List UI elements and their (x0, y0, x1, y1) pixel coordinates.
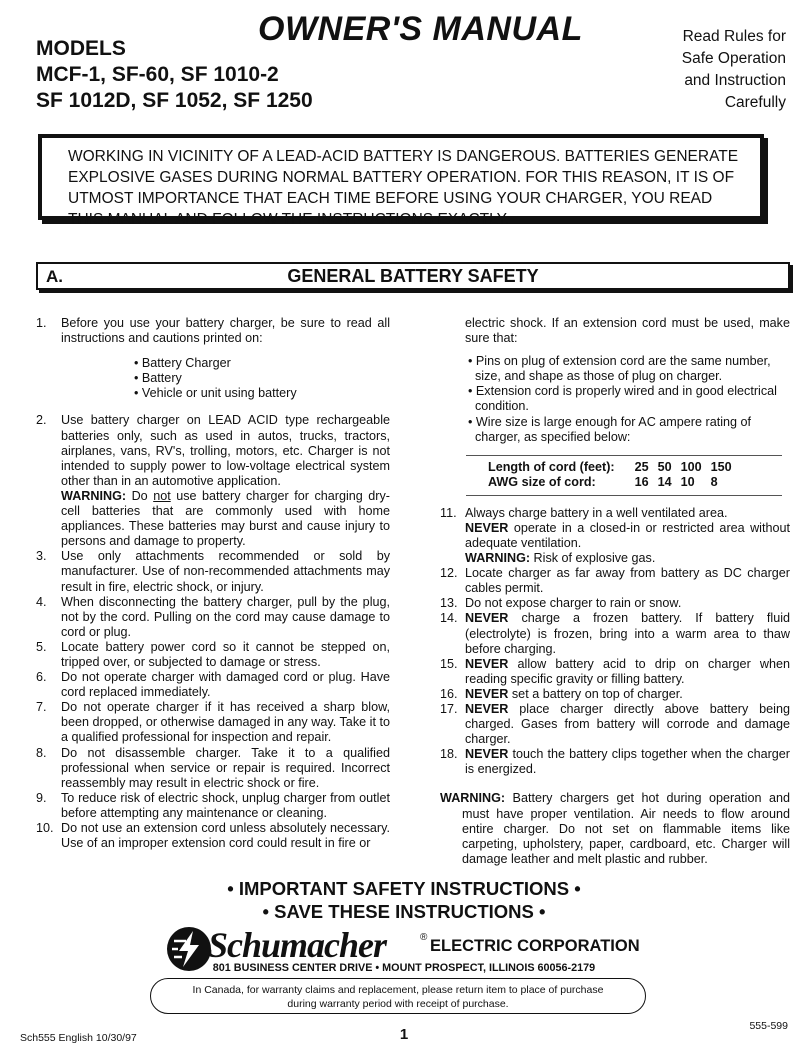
left-item-list (36, 549, 390, 851)
list-item: 14. NEVER charge a frozen battery. If battery fluid (electrolyte) is frozen, bring into a warm area to thaw before charging. (440, 611, 790, 656)
registered-mark: ® (420, 932, 428, 943)
list-item: 6. Do not operate charger with damaged cord or plug. Have cord replaced immediately. (36, 670, 390, 700)
bullet-item: • Extension cord is properly wired and in good electrical condition. (468, 384, 777, 414)
page-number: 1 (399, 1026, 409, 1043)
canada-warranty-note: In Canada, for warranty claims and replacement, please return item to place of purchase during warranty period with receipt of purchase. (150, 978, 646, 1014)
bullet-item: • Battery (134, 371, 182, 386)
brand-name: Schumacher (208, 925, 387, 965)
list-item: 18. NEVER touch the battery clips together when the charger is energized. (440, 747, 790, 777)
bullet-item: • Vehicle or unit using battery (134, 386, 297, 401)
bullet-item: • Wire size is large enough for AC ampere rating of charger, as specified below: (468, 414, 752, 444)
bullet-list (134, 356, 390, 401)
page-title: OWNER'S MANUAL (258, 10, 583, 48)
list-item: 11. Always charge battery in a well ventilated area. NEVER operate in a closed-in or restricted area without adequate ventilation. WARNING: Risk of explosive gas. (440, 505, 790, 566)
cord-size-table (466, 455, 782, 496)
list-item: 16. NEVER set a battery on top of charger. (440, 686, 683, 701)
list-item: 7. Do not operate charger if it has received a sharp blow, been dropped, or otherwise damaged in any way. Take it to a qualified professional for inspection and repair. (36, 700, 390, 745)
table-row: AWG size of cord: 16 14 10 8 (488, 474, 718, 489)
list-item: 9. To reduce risk of electric shock, unplug charger from outlet before attempting any maintenance or cleaning. (36, 790, 390, 820)
important-safety-line: • IMPORTANT SAFETY INSTRUCTIONS • (227, 878, 581, 899)
document-code: Sch555 English 10/30/97 (20, 1032, 137, 1044)
list-item: 5. Locate battery power cord so it cannot be stepped on, tripped over, or subjected to damage or stress. (36, 639, 390, 669)
list-item: 8. Do not disassemble charger. Take it to a qualified professional when service or repair is required. Incorrect reassembly may result in electric shock or fire. (36, 745, 390, 790)
never-item-list (440, 611, 790, 777)
left-column (36, 316, 390, 851)
part-number: 555-599 (749, 1020, 788, 1032)
list-item: 17. NEVER place charger directly above battery being charged. Gases from battery will corrode and damage charger. (440, 701, 790, 747)
company-address: 801 BUSINESS CENTER DRIVE • MOUNT PROSPECT, ILLINOIS 60056-2179 (212, 962, 596, 974)
list-item: 4. When disconnecting the battery charger, pull by the plug, not by the cord. Pulling on the cord may cause damage to cord or plug. (36, 594, 390, 639)
list-item: 12. Locate charger as far away from battery as DC charger cables permit. (440, 566, 790, 596)
list-item: 15. NEVER allow battery acid to drip on charger when reading specific gravity or filling battery. (440, 656, 790, 686)
corporation-name: ELECTRIC CORPORATION (430, 937, 640, 955)
list-item: 13. Do not expose charger to rain or snow. (440, 596, 682, 611)
models-line-1: MCF-1, SF-60, SF 1010-2 (36, 63, 279, 86)
list-item: 1. Before you use your battery charger, be sure to read all instructions and cautions printed on: (36, 316, 390, 346)
extension-cord-bullets (468, 354, 790, 445)
danger-warning-box: WORKING IN VICINITY OF A LEAD-ACID BATTERY IS DANGEROUS. BATTERIES GENERATE EXPLOSIVE GASES DURING NORMAL BATTERY OPERATION. FOR THIS REASON, IT IS OF UTMOST IMPORTANCE THAT EACH TIME BEFORE USING YOUR CHARGER, YOU READ THIS MANUAL AND FOLLOW THE INSTRUCTIONS EXACTLY. (38, 134, 764, 220)
section-title: GENERAL BATTERY SAFETY (287, 266, 539, 286)
warning-label: WARNING: (61, 488, 127, 503)
list-item: 3. Use only attachments recommended or sold by manufacturer. Use of non-recommended attachments may result in fire, electric shock, or injury. (36, 549, 390, 594)
right-column (440, 316, 790, 867)
item-10-continuation: electric shock. If an extension cord must be used, make sure that: (465, 316, 790, 346)
table-row: Length of cord (feet): 25 50 100 150 (488, 459, 732, 474)
models-label: MODELS (36, 37, 126, 60)
section-letter: A. (46, 267, 63, 286)
list-item: 2. Use battery charger on LEAD ACID type rechargeable batteries only, such as used in autos, trucks, tractors, airplanes, vans, RV's, trolling, motors, etc. Charger is not intended to supply power to low-voltage electrical system other than in an automotive application. WARNING: Do not use battery charger for charging dry-cell batteries that are commonly used with home appliances. These batteries may burst and cause injury to persons and damage to property. (36, 413, 390, 549)
save-instructions-line: • SAVE THESE INSTRUCTIONS • (262, 901, 546, 922)
section-heading (36, 262, 790, 290)
bullet-item: • Battery Charger (134, 356, 231, 371)
list-item: 10. Do not use an extension cord unless absolutely necessary. Use of an improper extension cord could result in fire or (36, 821, 390, 851)
bullet-item: • Pins on plug of extension cord are the same number, size, and shape as those of plug on charger. (468, 354, 771, 384)
models-line-2: SF 1012D, SF 1052, SF 1250 (36, 89, 313, 112)
heat-warning: WARNING: Battery chargers get hot during operation and must have proper ventilation. Air needs to flow around entire charger. Do not set on flammable items like carpeting, upholstery, paper, cardboard, etc. Charger will damage leather and melt plastic and rubber. (440, 791, 790, 866)
read-rules-note: Read Rules for Safe Operation and Instruction Carefully (681, 28, 786, 111)
